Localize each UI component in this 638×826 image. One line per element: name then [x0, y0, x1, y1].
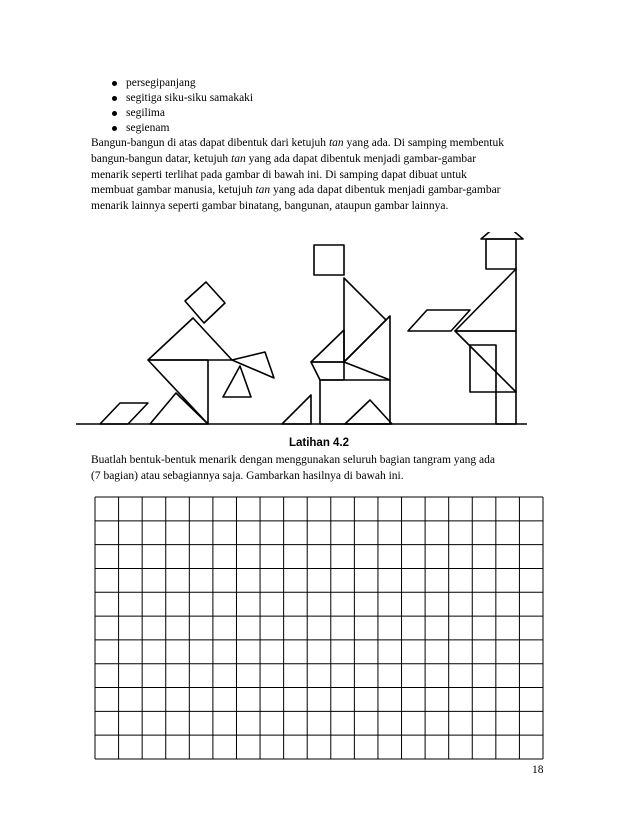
paragraph-line: menarik seperti terlihat pada gambar di bawah ini. Di samping dapat dibuat untuk [91, 168, 467, 181]
exercise-instructions [91, 453, 551, 485]
bullet-item: segilima [112, 106, 253, 121]
paragraph-line: menarik lainnya seperti gambar binatang, bangunan, ataupun gambar lainnya. [91, 200, 449, 213]
bullet-item: segitiga siku-siku samakaki [112, 91, 253, 106]
paragraph-line: membuat gambar manusia, ketujuh tan yang ada dapat dibentuk menjadi gambar-gambar [91, 184, 501, 197]
drawing-grid [94, 496, 544, 760]
intro-paragraph [91, 136, 551, 215]
paragraph-line: Buatlah bentuk-bentuk menarik dengan menggunakan seluruh bagian tangram yang ada [91, 454, 495, 466]
paragraph-line: bangun-bangun datar, ketujuh tan yang ada dapat dibentuk menjadi gambar-gambar [91, 152, 477, 165]
paragraph-line: Bangun-bangun di atas dapat dibentuk dari ketujuh tan yang ada. Di samping membentuk [91, 137, 504, 149]
paragraph-line: (7 bagian) atau sebagiannya saja. Gambarkan hasilnya di bawah ini. [91, 469, 404, 482]
page-number: 18 [532, 764, 544, 776]
bullet-list [112, 76, 253, 136]
bullet-item: persegipanjang [112, 76, 253, 91]
bullet-item: segienam [112, 121, 253, 136]
exercise-title: Latihan 4.2 [288, 437, 350, 449]
tangram-figures-illustration [76, 232, 536, 428]
